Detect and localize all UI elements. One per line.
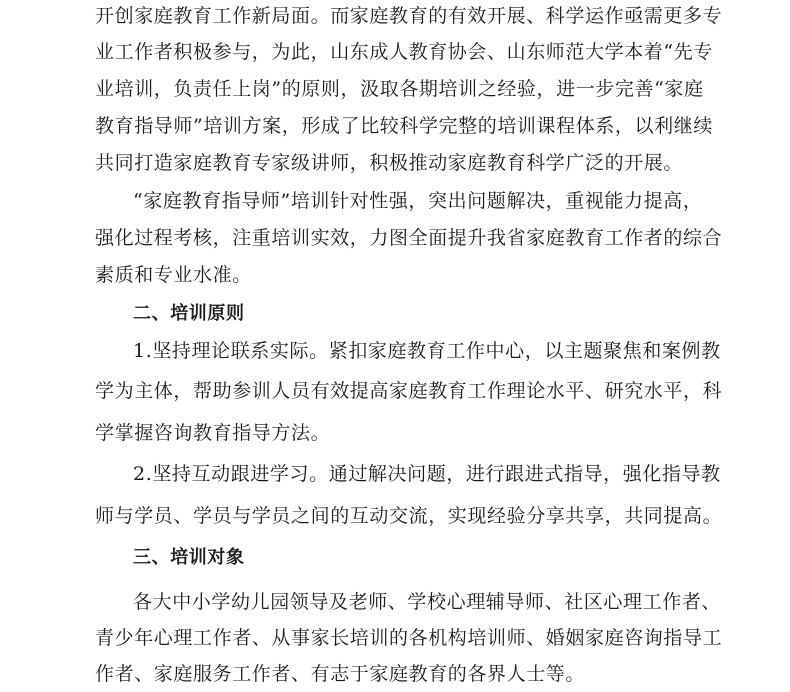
text-line: 素质和专业水准。 xyxy=(95,264,252,286)
text-line: 强化过程考核，注重培训实效，力图全面提升我省家庭教育工作者的综合 xyxy=(95,227,723,249)
text-line: 师与学员、学员与学员之间的互动交流，实现经验分享共享，共同提高。 xyxy=(95,505,723,527)
text-line: “家庭教育指导师”培训针对性强，突出问题解决，重视能力提高， xyxy=(133,190,703,212)
text-line: 业工作者积极参与，为此，山东成人教育协会、山东师范大学本着“先专 xyxy=(95,41,713,63)
section-heading-audience: 三、培训对象 xyxy=(133,547,245,568)
text-line: 学为主体，帮助参训人员有效提高家庭教育工作理论水平、研究水平，科 xyxy=(95,380,723,402)
section-heading-principles: 二、培训原则 xyxy=(133,303,245,324)
text-line: 开创家庭教育工作新局面。而家庭教育的有效开展、科学运作亟需更多专 xyxy=(95,5,723,27)
text-line: 共同打造家庭教育专家级讲师，积极推动家庭教育科学广泛的开展。 xyxy=(95,152,684,174)
text-line: 业培训，负责任上岗”的原则，汲取各期培训之经验，进一步完善“家庭 xyxy=(95,78,704,100)
text-line: 学掌握咨询教育指导方法。 xyxy=(95,422,331,444)
text-line: 教育指导师”培训方案，形成了比较科学完整的培训课程体系，以利继续 xyxy=(95,115,713,137)
text-line: 各大中小学幼儿园领导及老师、学校心理辅导师、社区心理工作者、 xyxy=(133,591,722,613)
text-line: 1.坚持理论联系实际。紧扣家庭教育工作中心，以主题聚焦和案例教 xyxy=(133,340,721,362)
text-line: 作者、家庭服务工作者、有志于家庭教育的各界人士等。 xyxy=(95,663,586,685)
text-line: 2.坚持互动跟进学习。通过解决问题，进行跟进式指导，强化指导教 xyxy=(133,463,721,485)
text-line: 青少年心理工作者、从事家长培训的各机构培训师、婚姻家庭咨询指导工 xyxy=(95,627,723,649)
